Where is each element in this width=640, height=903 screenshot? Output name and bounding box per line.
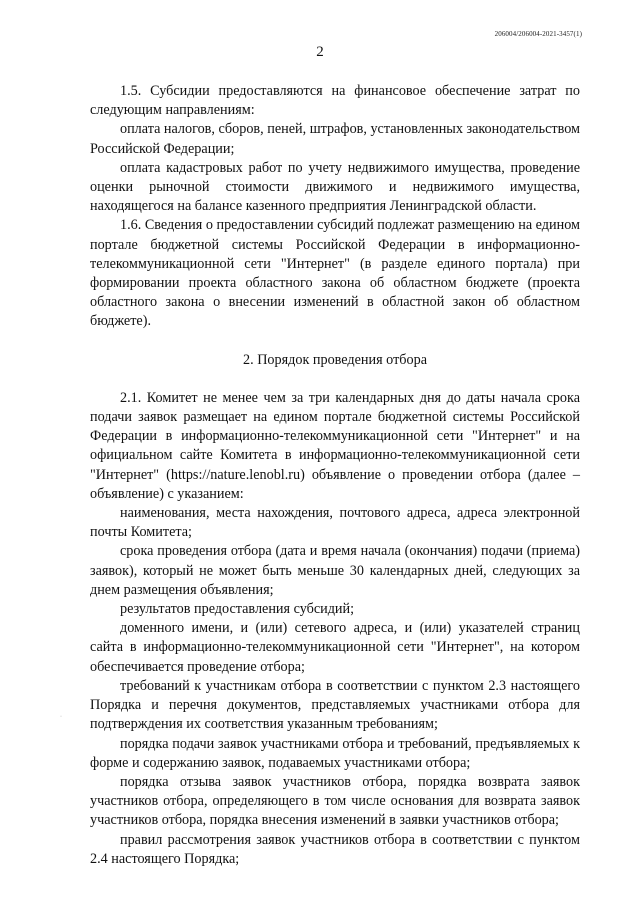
paragraph: наименования, места нахождения, почтового адреса, адреса электронной почты Комитета; (90, 505, 580, 541)
document-id: 206004/206004-2021-3457(1) (494, 30, 582, 38)
page-number: 2 (316, 44, 324, 60)
paragraph: правил рассмотрения заявок участников отбора в соответствии с пунктом 2.4 настоящего Порядка; (90, 831, 580, 867)
paragraph: результатов предоставления субсидий; (120, 601, 355, 618)
section-title: 2. Порядок проведения отбора (243, 351, 427, 368)
paragraph: оплата кадастровых работ по учету недвижимого имущества, проведение оценки рыночной стоимости движимого и недвижимого имущества, находящегося на балансе казенного предприятия Ленинградской области. (90, 159, 580, 215)
margin-mark: · (60, 714, 62, 720)
paragraph: 1.5. Субсидии предоставляются на финансовое обеспечение затрат по следующим направлениям: (90, 83, 580, 119)
paragraph: 1.6. Сведения о предоставлении субсидий подлежат размещению на едином портале бюджетной системы Российской Федерации в информационно-телекоммуникационной сети "Интернет" (в разделе единого портала) при формировании проекта областного закона об областном бюджете (проекта областного закона о внесении изменений в областной закон об областном бюджете). (90, 217, 580, 330)
paragraph: требований к участникам отбора в соответствии с пунктом 2.3 настоящего Порядка и перечня документов, представляемых участниками отбора для подтверждения их соответствия указанным требованиям; (90, 677, 580, 733)
document-body (90, 82, 580, 869)
paragraph: 2.1. Комитет не менее чем за три календарных дня до даты начала срока подачи заявок размещает на едином портале бюджетной системы Российской Федерации в информационно-телекоммуникационной сети "Интернет" и на официальном сайте Комитета в информационно-телекоммуникационной сети "Интернет" (https://nature.lenobl.ru) объявление о проведении отбора (далее – объявление) с указанием: (90, 389, 580, 502)
paragraph: срока проведения отбора (дата и время начала (окончания) подачи (приема) заявок), который не может быть меньше 30 календарных дней, следующих за днем размещения объявления; (90, 543, 580, 598)
paragraph: доменного имени, и (или) сетевого адреса, и (или) указателей страниц сайта в информационно-телекоммуникационной сети "Интернет", на котором обеспечивается проведение отбора; (90, 620, 580, 675)
paragraph: оплата налогов, сборов, пеней, штрафов, установленных законодательством Российской Федерации; (90, 121, 580, 157)
paragraph: порядка отзыва заявок участников отбора, порядка возврата заявок участников отбора, определяющего в том числе основания для возврата заявок участников отбора, порядка внесения изменений в заявки участников отбора; (90, 773, 580, 829)
paragraph: порядка подачи заявок участниками отбора и требований, предъявляемых к форме и содержанию заявок, подаваемых участниками отбора; (90, 735, 580, 771)
